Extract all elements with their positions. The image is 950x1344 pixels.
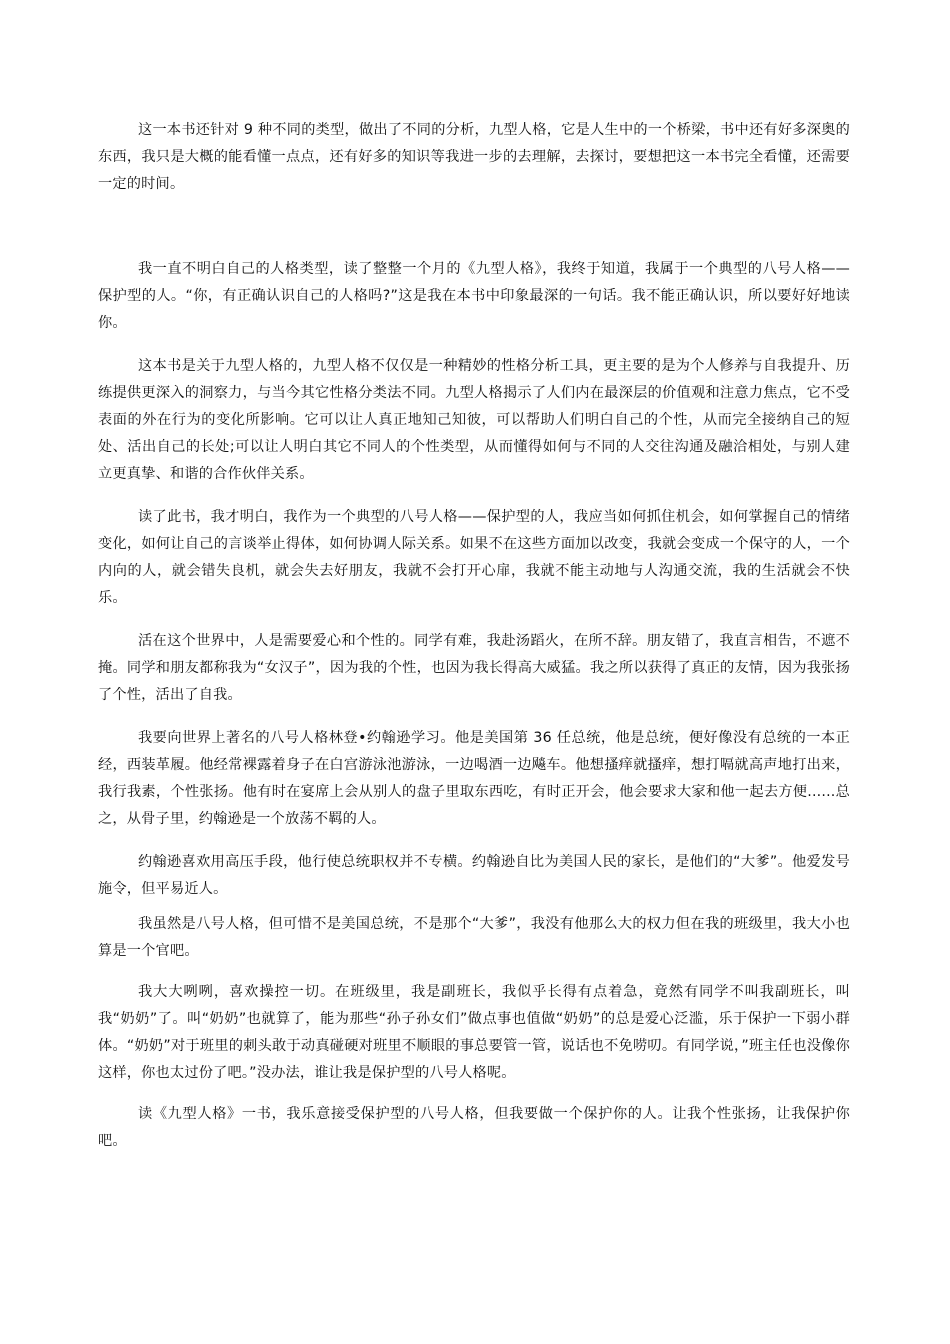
paragraph-9: 我大大咧咧，喜欢操控一切。在班级里，我是副班长，我似乎长得有点着急，竟然有同学不叫我副班长，叫我“奶奶”了。叫“奶奶”也就算了，能为那些“孙子孙女们”做点事也值做“奶奶”的总是爱心泛滥，乐于保护一下弱小群体。“奶奶”对于班里的刺头敢于动真碰硬对班里不顺眼的事总要管一管，说话也不免唠叨。有同学说，”班主任也没像你这样，你也太过份了吧。”没办法，谁让我是保护型的八号人格呢。 (98, 984, 850, 1081)
paragraph-10: 读《九型人格》一书，我乐意接受保护型的八号人格，但我要做一个保护你的人。让我个性张扬，让我保护你吧。 (98, 1106, 850, 1149)
paragraph-1: 这一本书还针对 9 种不同的类型，做出了不同的分析，九型人格，它是人生中的一个桥梁，书中还有好多深奥的东西，我只是大概的能看懂一点点，还有好多的知识等我进一步的去理解，去探讨，要想把这一本书完全看懂，还需要一定的时间。 (98, 122, 850, 192)
document-page (98, 117, 850, 1155)
paragraph-2: 我一直不明白自己的人格类型，读了整整一个月的《九型人格》，我终于知道，我属于一个典型的八号人格——保护型的人。“你，有正确认识自己的人格吗?”这是我在本书中印象最深的一句话。我不能正确认识，所以要好好地读你。 (98, 261, 850, 331)
paragraph-5: 活在这个世界中，人是需要爱心和个性的。同学有难，我赴汤蹈火，在所不辞。朋友错了，我直言相告，不遮不掩。同学和朋友都称我为“女汉子”，因为我的个性，也因为我长得高大威猛。我之所以获得了真正的友情，因为我张扬了个性，活出了自我。 (98, 633, 850, 703)
paragraph-6: 我要向世界上著名的八号人格林登•约翰逊学习。他是美国第 36 任总统，他是总统，便好像没有总统的一本正经，西装革履。他经常裸露着身子在白宫游泳池游泳，一边喝酒一边飚车。他想搔痒就搔痒，想打嗝就高声地打出来，我行我素，个性张扬。他有时在宴席上会从别人的盘子里取东西吃，有时正开会，他会要求大家和他一起去方便......总之，从骨子里，约翰逊是一个放荡不羁的人。 (98, 730, 850, 827)
paragraph-3: 这本书是关于九型人格的，九型人格不仅仅是一种精妙的性格分析工具，更主要的是为个人修养与自我提升、历练提供更深入的洞察力，与当今其它性格分类法不同。九型人格揭示了人们内在最深层的价值观和注意力焦点，它不受表面的外在行为的变化所影响。它可以让人真正地知己知彼，可以帮助人们明白自己的个性，从而完全接纳自己的短处、活出自己的长处;可以让人明白其它不同人的个性类型，从而懂得如何与不同的人交往沟通及融洽相处，与别人建立更真挚、和谐的合作伙伴关系。 (98, 358, 850, 482)
paragraph-8: 我虽然是八号人格，但可惜不是美国总统，不是那个“大爹”，我没有他那么大的权力但在我的班级里，我大小也算是一个官吧。 (98, 916, 850, 959)
paragraph-7: 约翰逊喜欢用高压手段，他行使总统职权并不专横。约翰逊自比为美国人民的家长，是他们的“大爹”。他爱发号施令，但平易近人。 (98, 854, 850, 897)
paragraph-4: 读了此书，我才明白，我作为一个典型的八号人格——保护型的人，我应当如何抓住机会，如何掌握自己的情绪变化，如何让自己的言谈举止得体，如何协调人际关系。如果不在这些方面加以改变，我就会变成一个保守的人，一个内向的人，就会错失良机，就会失去好朋友，我就不会打开心扉，我就不能主动地与人沟通交流，我的生活就会不快乐。 (98, 509, 850, 606)
